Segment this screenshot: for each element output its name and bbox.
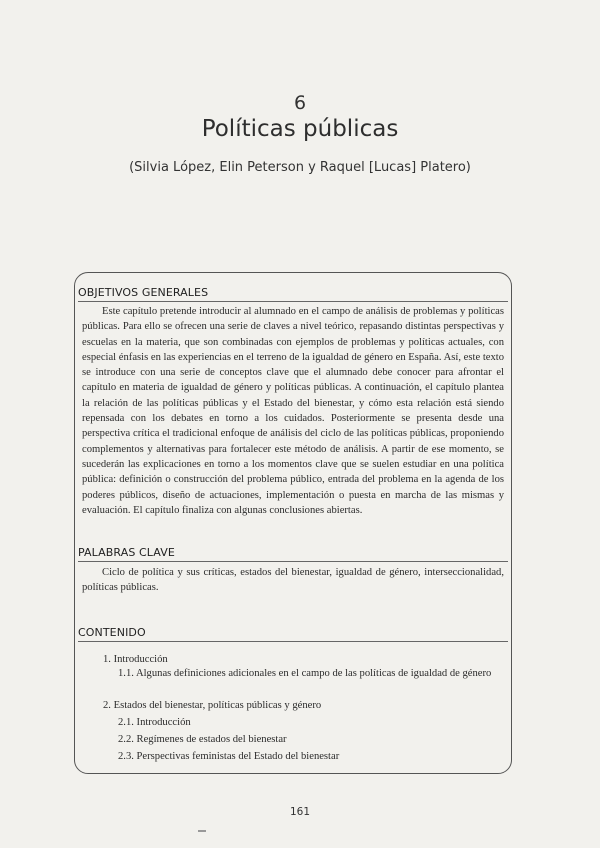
- palabras-heading: PALABRAS CLAVE: [78, 546, 175, 559]
- toc-item-2: 2. Estados del bienestar, políticas públicas y género: [103, 700, 322, 711]
- toc-item-1: 1. Introducción: [103, 654, 168, 665]
- objetivos-text: Este capítulo pretende introducir al alumnado en el campo de análisis de problemas y políticas públicas. Para ello se ofrecen una serie de claves a nivel teórico, repasando distintas perspectivas y escuelas en la materia, que son combinadas con ejemplos de problemas y políticas actuales, con especial énfasis en las experiencias en el terreno de la igualdad de género en España. Así, este texto se introduce con una serie de conceptos clave que el alumnado debe conocer para afrontar el capítulo en materia de igualdad de género y políticas públicas. A continuación, el capítulo plantea la relación de las políticas públicas y el Estado del bienestar, y cómo esta relación está siendo repensada con los debates en torno a los cuidados. Posteriormente se presenta desde una perspectiva crítica el tradicional enfoque de análisis del ciclo de las políticas públicas, proponiendo complementos y alternativas para fortalecer este método de análisis. A partir de ese momento, se sucederán las explicaciones en torno a los momentos clave que se suelen estudiar en una política pública: definición o construcción del problema público, entrada del problema en la agenda de los poderes públicos, diseño de actuaciones, implementación o puesta en marcha de las mismas y evaluación. El capítulo finaliza con algunas conclusiones abiertas.: [82, 306, 504, 516]
- chapter-number: 6: [293, 92, 307, 114]
- scan-mark: [198, 830, 206, 832]
- contenido-heading: CONTENIDO: [78, 626, 146, 639]
- toc-item-2-2: 2.2. Regímenes de estados del bienestar: [118, 734, 287, 745]
- page-number: 161: [289, 806, 311, 818]
- toc-item-1-1: 1.1. Algunas definiciones adicionales en el campo de las políticas de igualdad de género: [118, 668, 492, 679]
- toc-item-2-1: 2.1. Introducción: [118, 717, 191, 728]
- palabras-text: Ciclo de política y sus críticas, estados del bienestar, igualdad de género, interseccionalidad, políticas públicas.: [82, 567, 504, 594]
- objetivos-heading: OBJETIVOS GENERALES: [78, 286, 209, 299]
- toc-item-2-3: 2.3. Perspectivas feministas del Estado del bienestar: [118, 751, 340, 762]
- palabras-rule: [78, 561, 508, 562]
- chapter-title: Políticas públicas: [201, 116, 399, 142]
- chapter-authors: (Silvia López, Elin Peterson y Raquel [Lucas] Platero): [129, 160, 471, 175]
- contenido-rule: [78, 641, 508, 642]
- objetivos-rule: [78, 301, 508, 302]
